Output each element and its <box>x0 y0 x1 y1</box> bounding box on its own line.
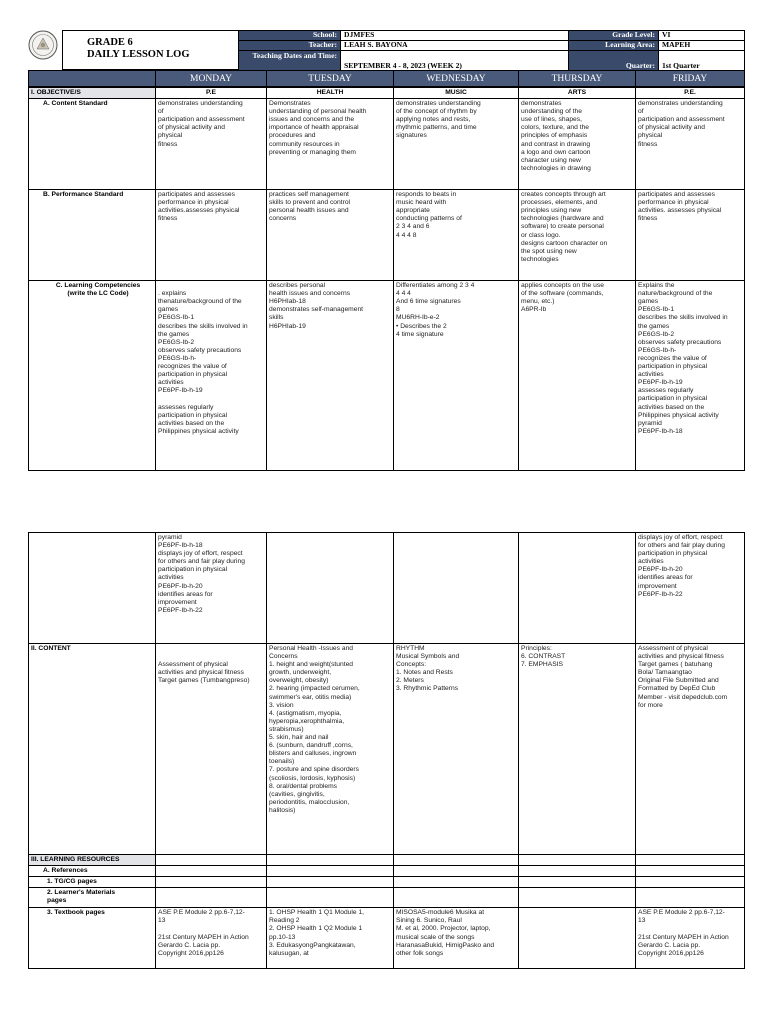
cell-text: demonstrates understanding of participation and assessment of physical activity and physical fitness <box>638 100 725 148</box>
cell-text: applies concepts on the use of the software (commands, menu, etc.) A6PR-Ib <box>521 282 604 314</box>
cell-text: demonstrates understanding of participation and assessment of physical activity and physical fitness <box>158 100 245 148</box>
grade-level-value: VI <box>659 31 745 41</box>
school-value: DJMFES <box>341 31 569 41</box>
continuation-friday <box>636 533 745 644</box>
cell-text: creates concepts through art processes, elements, and principles using new technologies (hardware and software) to create personal or class logo. designs cartoon character on the spot using new technologies <box>521 191 608 263</box>
tg-pages-cell <box>394 877 519 888</box>
performance-standard-wednesday <box>394 190 519 281</box>
resources-cell <box>156 855 267 866</box>
content-standard-thursday <box>519 99 636 190</box>
learning-competencies-friday <box>636 281 745 471</box>
cell-text: C. Learning Competencies (write the LC Code) <box>55 282 141 298</box>
tg-pages-label: 1. TG/CG pages <box>29 877 156 888</box>
performance-standard-monday <box>156 190 267 281</box>
performance-standard-thursday <box>519 190 636 281</box>
continuation-monday <box>156 533 267 644</box>
content-friday <box>636 644 745 855</box>
cell-text: ASE P.E Module 2 pp.6-7,12- 13 21st Century MAPEH in Action Gerardo C. Lacia pp. Copyright 2016,pp126 <box>158 909 249 957</box>
learning-area-value: MAPEH <box>659 41 745 51</box>
references-cell <box>519 866 636 877</box>
lm-pages-cell <box>519 888 636 908</box>
day-header-thursday: THURSDAY <box>519 71 636 87</box>
resources-cell <box>394 855 519 866</box>
cell-text: 1. OHSP Health 1 Q1 Module 1, Reading 2 2. OHSP Health 1 Q2 Module 1 pp.10-13 3. EdukasyongPangkatawan, kalusugan, at <box>269 909 365 957</box>
subject-friday: P.E. <box>636 88 745 99</box>
cell-text: describes personal health issues and concerns H6PHIab-18 demonstrates self-management skills H6PHIab-19 <box>269 282 364 330</box>
learning-area-label: Learning Area: <box>569 41 659 51</box>
learning-competencies-monday <box>156 281 267 471</box>
content-monday <box>156 644 267 855</box>
lm-pages-label <box>29 888 156 908</box>
learning-resources-label: III. LEARNING RESOURCES <box>29 855 156 866</box>
cell-text: RHYTHM Musical Symbols and Concepts: 1. Notes and Rests 2. Meters 3. Rhythmic Patterns <box>396 645 460 693</box>
day-header-friday: FRIDAY <box>636 71 745 87</box>
content-thursday <box>519 644 636 855</box>
day-header-tuesday: TUESDAY <box>267 71 394 87</box>
cell-text: displays joy of effort, respect for others and fair play during participation in physical activities PE6PF-Ib-h-20 identifies areas for improvement PE6PF-Ib-h-22 <box>638 534 725 598</box>
objectives-table <box>28 87 745 471</box>
day-header-blank <box>29 71 156 87</box>
subject-wednesday: MUSIC <box>394 88 519 99</box>
content-label: II. CONTENT <box>29 644 156 855</box>
learning-competencies-thursday <box>519 281 636 471</box>
lm-pages-cell <box>156 888 267 908</box>
school-label: School: <box>239 31 341 41</box>
performance-standard-tuesday <box>267 190 394 281</box>
tg-pages-cell <box>156 877 267 888</box>
performance-standard-friday <box>636 190 745 281</box>
textbook-monday <box>156 908 267 969</box>
teacher-value: LEAH S. BAYONA <box>341 41 569 51</box>
tg-pages-cell <box>267 877 394 888</box>
day-header-row <box>28 70 745 87</box>
content-tuesday <box>267 644 394 855</box>
content-standard-friday <box>636 99 745 190</box>
learning-competencies-label <box>29 281 156 471</box>
cell-text: Personal Health -Issues and Concerns 1. height and weight(stunted growth, underweight, overweight, obesity) 2. hearing (impacted cerumen, swimmer's ear, otitis media) 3. vision 4. (astigmatism, myopia, hyperopia,xerophthalmia, strabismus) 5. skin, hair and nail 6. (sunburn, dandruff ,corns, blisters and calluses, ingrown toenails) 7. posture and spine disorders (scoliosis, lordosis, kyphosis) 8. oral/dental problems (cavities, gingivitis, periodontitis, malocclusion, halitosis) <box>269 645 360 814</box>
header-info-table <box>238 30 745 71</box>
grade-title-box <box>62 30 238 70</box>
lm-pages-cell <box>636 888 745 908</box>
grade-level-label: Grade Level: <box>569 31 659 41</box>
dates-value: SEPTEMBER 4 - 8, 2023 (WEEK 2) <box>341 51 569 71</box>
cell-text: pyramid PE6PF-Ib-h-18 displays joy of effort, respect for others and fair play during participation in physical activities PE6PF-Ib-h-20 identifies areas for improvement PE6PF-Ib-h-22 <box>158 534 245 614</box>
learning-competencies-tuesday <box>267 281 394 471</box>
continuation-wednesday <box>394 533 519 644</box>
lesson-log-header <box>28 30 744 70</box>
references-cell <box>636 866 745 877</box>
continuation-label <box>29 533 156 644</box>
subject-monday: P.E <box>156 88 267 99</box>
cell-text: Explains the nature/background of the games PE6GS-Ib-1 describes the skills involved in the games PE6GS-Ib-2 observes safety precautions PE6GS-Ib-h- recognizes the value of participation in physical activities PE6PF-Ib-h-19 assesses regularly participation in physical activities based on the Philippines physical activity pyramid PE6PF-Ib-h-18 <box>638 282 728 435</box>
continuation-thursday <box>519 533 636 644</box>
textbook-friday <box>636 908 745 969</box>
performance-standard-label: B. Performance Standard <box>29 190 156 281</box>
cell-text: practices self management skills to prevent and control personal health issues and concerns <box>269 191 351 223</box>
textbook-pages-label: 3. Textbook pages <box>29 908 156 969</box>
resources-cell <box>519 855 636 866</box>
cell-text: participates and assesses performance in physical activities. assesses physical fitness <box>638 191 722 223</box>
grade-title: GRADE 6 <box>87 37 133 48</box>
cell-text: participates and assesses performance in physical activities.assesses physical fitness <box>158 191 240 223</box>
dates-label: Teaching Dates and Time: <box>239 51 341 71</box>
cell-text: Assessment of physical activities and physical fitness Target games ( batuhang Bola/ Tamaangtao Original File Submitted and Formatted by DepEd Club Member - visit depedclub.com for more <box>638 645 728 709</box>
content-wednesday <box>394 644 519 855</box>
cell-text: Differentiates among 2 3 4 4 4 4 And 6 time signatures 8 MU6RH-Ib-e-2 • Describes the 2 4 time signature <box>396 282 475 338</box>
lm-pages-cell <box>267 888 394 908</box>
continuation-tuesday <box>267 533 394 644</box>
references-cell <box>394 866 519 877</box>
objectives-label: I. OBJECTIVE/S <box>29 88 156 99</box>
teacher-label: Teacher: <box>239 41 341 51</box>
cell-text: Assessment of physical activities and physical fitness Target games (Tumbangpreso) <box>158 661 250 685</box>
quarter-value: 1st Quarter <box>659 51 745 71</box>
cell-text: MISOSA5-module6 Musika at Sining 6. Sunico, Raul M. et al, 2000. Projector, laptop, musical scale of the songs HaranasaBukid, HimigPasko and other folk songs <box>396 909 495 957</box>
cell-text: ASE P.E Module 2 pp.6-7,12- 13 21st Century MAPEH in Action Gerardo C. Lacia pp. Copyright 2016,pp126 <box>638 909 729 957</box>
content-standard-tuesday <box>267 99 394 190</box>
deped-seal-icon <box>28 30 58 60</box>
learning-competencies-wednesday <box>394 281 519 471</box>
continuation-table <box>28 532 745 969</box>
day-header-wednesday: WEDNESDAY <box>394 71 519 87</box>
references-cell <box>267 866 394 877</box>
content-standard-monday <box>156 99 267 190</box>
resources-cell <box>636 855 745 866</box>
cell-text: responds to beats in music heard with appropriate conducting patterns of 2 3 4 and 6 4 4 4 8 <box>396 191 462 239</box>
cell-text: demonstrates understanding of the concept of rhythm by applying notes and rests, rhythmic patterns, and time signatures <box>396 100 481 140</box>
textbook-wednesday <box>394 908 519 969</box>
cell-text: 2. Learner's Materials pages <box>47 889 116 905</box>
content-standard-label: A. Content Standard <box>29 99 156 190</box>
cell-text: Demonstrates understanding of personal health issues and concerns and the importance of health appraisal procedures and community resources in preventing or managing them <box>269 100 367 156</box>
content-standard-wednesday <box>394 99 519 190</box>
quarter-label: Quarter: <box>569 51 659 71</box>
lm-pages-cell <box>394 888 519 908</box>
textbook-tuesday <box>267 908 394 969</box>
textbook-thursday <box>519 908 636 969</box>
cell-text: . explains thenature/background of the games PE6GS-Ib-1 describes the skills involved in the games PE6GS-Ib-2 observes safety precautions PE6GS-Ib-h- recognizes the value of participation in physical activities PE6PF-Ib-h-19 assesses regularly participation in physical activities based on the Philippines physical activity <box>158 290 248 435</box>
tg-pages-cell <box>636 877 745 888</box>
tg-pages-cell <box>519 877 636 888</box>
cell-text: demonstrates understanding of the use of lines, shapes, colors, texture, and the principles of emphasis and contrast in drawing a logo and own cartoon character using new technologies in drawing <box>521 100 591 172</box>
cell-text: Principles: 6. CONTRAST 7. EMPHASIS <box>521 645 566 669</box>
subject-thursday: ARTS <box>519 88 636 99</box>
references-label: A. References <box>29 866 156 877</box>
resources-cell <box>267 855 394 866</box>
log-title: DAILY LESSON LOG <box>87 49 190 60</box>
references-cell <box>156 866 267 877</box>
day-header-monday: MONDAY <box>156 71 267 87</box>
subject-tuesday: HEALTH <box>267 88 394 99</box>
